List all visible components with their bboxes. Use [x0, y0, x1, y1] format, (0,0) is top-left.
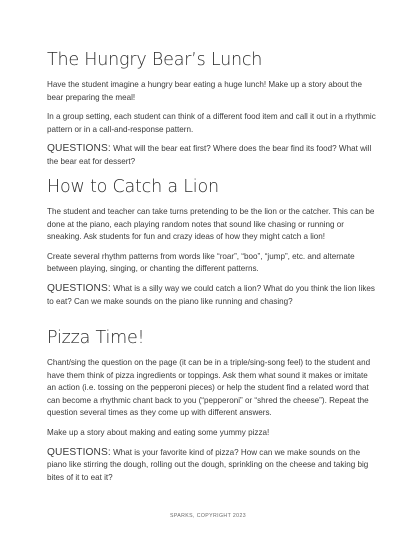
section-catch-a-lion [47, 176, 377, 315]
section-paragraph: Have the student imagine a hungry bear eating a huge lunch! Make up a story about the bear preparing the meal! [47, 80, 362, 102]
section-paragraph: Create several rhythm patterns from words like “roar”, “boo”, “jump”, etc. and alternate between playing, singing, or chanting the different patterns. [47, 251, 355, 274]
section-questions [47, 143, 377, 168]
section-paragraph: The student and teacher can take turns pretending to be the lion or the catcher. This can be done at the piano, each playing random notes that sound like chasing or running or sneaking. Ask students for fun and crazy ideas of how they might catch a lion! [47, 207, 375, 242]
section-paragraph: Chant/sing the question on the page (it can be in a triple/sing-song feel) to the student and have them think of pizza ingredients or toppings. Ask them what sound it makes or imitate an action (i.e. tossing on the pepperoni pieces) or help the student find a related word that can become a rhythmic chant back to you (“pepperoni” or “shred the cheese”). Repeat the question several times as they come up with different answers. [47, 358, 371, 418]
section-questions [47, 283, 377, 308]
section-title: How to Catch a Lion [47, 177, 219, 197]
section-paragraph: In a group setting, each student can think of a different food item and call it out in a rhythmic pattern or in a call-and-response pattern. [47, 112, 376, 134]
section-title: The Hungry Bear’s Lunch [47, 50, 263, 70]
questions-label: QUESTIONS: [47, 143, 111, 155]
section-title: Pizza Time! [47, 328, 145, 348]
questions-label: QUESTIONS: [47, 282, 111, 294]
section-pizza-time [47, 327, 377, 491]
copyright-footer: SPARKS, COPYRIGHT 2023 [169, 513, 247, 519]
questions-text: What is a silly way we could catch a lion? What do you think the lion likes to eat? Can we make sounds on the piano like running and chasing? [47, 283, 375, 306]
section-paragraph: Make up a story about making and eating some yummy pizza! [47, 427, 270, 437]
section-questions [47, 447, 377, 485]
questions-text: What will the bear eat first? Where does the bear find its food? What will the bear eat for dessert? [47, 144, 372, 166]
questions-label: QUESTIONS: [47, 446, 111, 458]
section-hungry-bear [47, 49, 377, 176]
questions-text: What is your favorite kind of pizza? How can we make sounds on the piano like stirring the dough, rolling out the dough, sprinkling on the cheese and taking big bites of it to eat it? [47, 447, 369, 482]
